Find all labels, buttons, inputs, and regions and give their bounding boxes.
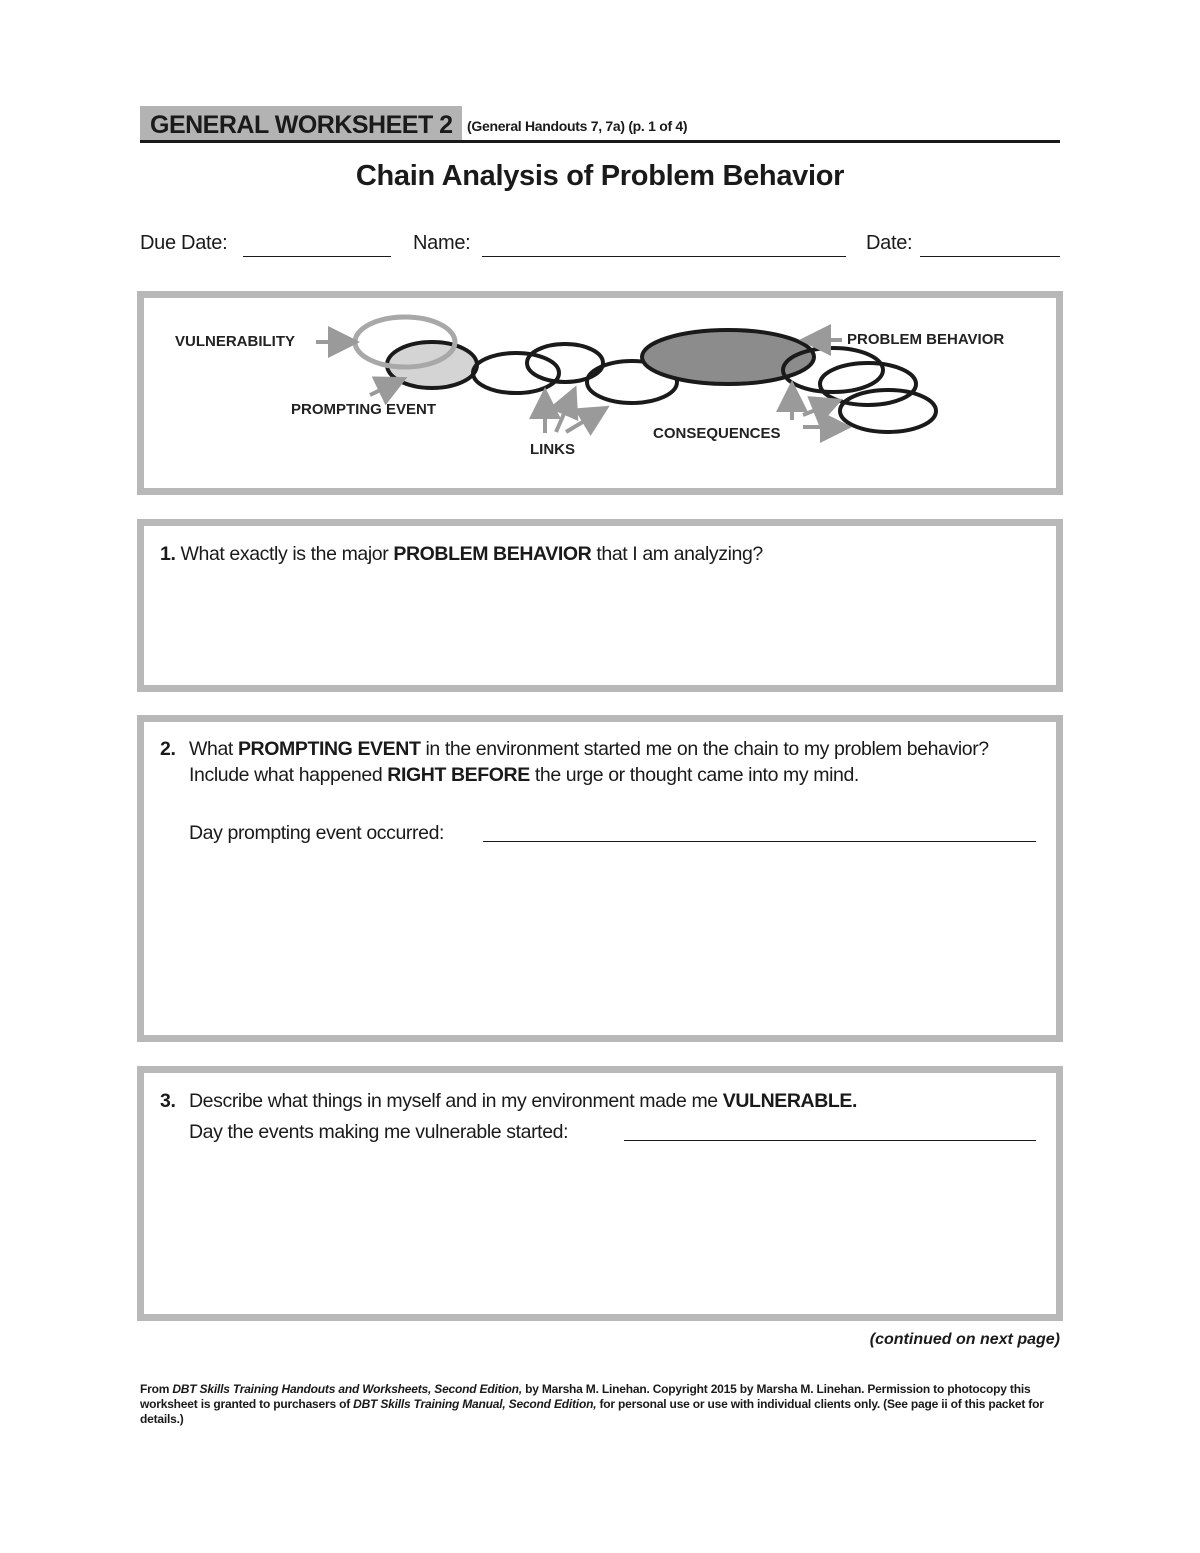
link-ellipse-1 — [473, 353, 559, 393]
prompting-day-field[interactable] — [483, 841, 1036, 842]
prompting-arrow — [370, 384, 393, 395]
question-keyword: VULNERABLE. — [722, 1090, 858, 1112]
question-text-part: What — [189, 738, 238, 760]
question-1-text — [160, 541, 1030, 567]
consequence-ellipse-3 — [840, 390, 936, 432]
prompting-day-label: Day prompting event occurred: — [189, 822, 445, 844]
copyright-footer — [140, 1382, 1060, 1427]
question-2-text — [189, 736, 1019, 788]
question-3-text — [189, 1088, 1029, 1114]
handout-reference: (General Handouts 7, 7a) (p. 1 of 4) — [467, 118, 688, 134]
problem-behavior-ellipse — [642, 330, 814, 384]
question-keyword: PROMPTING EVENT — [237, 738, 421, 760]
question-text-part: Describe what things in myself and in my environment made me — [189, 1090, 723, 1112]
question-number — [160, 736, 188, 762]
question-number — [160, 1088, 188, 1114]
question-number-text: 2. — [160, 738, 176, 760]
footer-book-title: DBT Skills Training Manual, Second Edition, — [353, 1397, 597, 1411]
vulnerability-label: VULNERABILITY — [175, 333, 295, 350]
page-title: Chain Analysis of Problem Behavior — [355, 160, 845, 192]
footer-book-title: DBT Skills Training Handouts and Worksheets, Second Edition, — [172, 1382, 522, 1396]
question-text-part: What exactly is the major — [180, 543, 394, 565]
due-date-label: Due Date: — [140, 232, 228, 254]
problem-behavior-label: PROBLEM BEHAVIOR — [847, 331, 1005, 348]
name-label: Name: — [413, 232, 471, 254]
vulnerable-day-label: Day the events making me vulnerable started: — [189, 1121, 569, 1143]
question-text-part: that I am analyzing? — [591, 543, 763, 565]
question-keyword: RIGHT BEFORE — [387, 764, 530, 786]
links-arrow-2 — [556, 400, 570, 432]
question-text-part: the urge or thought came into my mind. — [529, 764, 859, 786]
vulnerable-day-field[interactable] — [624, 1140, 1036, 1141]
footer-text: From — [140, 1382, 173, 1396]
question-number: 1. — [160, 543, 176, 565]
prompting-event-label: PROMPTING EVENT — [291, 401, 437, 418]
consequences-label: CONSEQUENCES — [653, 425, 781, 442]
worksheet-tag: GENERAL WORKSHEET 2 — [140, 106, 462, 142]
footer-text: by Marsha M. Linehan. Copyright 2015 by Marsha M. Linehan. Permission to photocopy this worksheet is granted to purchasers of — [140, 1382, 1031, 1411]
links-arrow-3 — [566, 414, 596, 432]
link-ellipse-2 — [527, 344, 603, 382]
links-label: LINKS — [530, 441, 575, 458]
question-text-part: in the environment started me on the chain to my problem behavior? Include what happened — [189, 738, 989, 786]
date-label: Date: — [866, 232, 913, 254]
footer-text: for personal use or use with individual clients only. (See page ii of this packet for details.) — [140, 1397, 1044, 1426]
chain-diagram — [0, 0, 1200, 520]
question-number-text: 3. — [160, 1090, 176, 1112]
question-keyword: PROBLEM BEHAVIOR — [393, 543, 592, 565]
consequences-arrow-2 — [803, 405, 828, 415]
continued-note: (continued on next page) — [869, 1331, 1060, 1348]
